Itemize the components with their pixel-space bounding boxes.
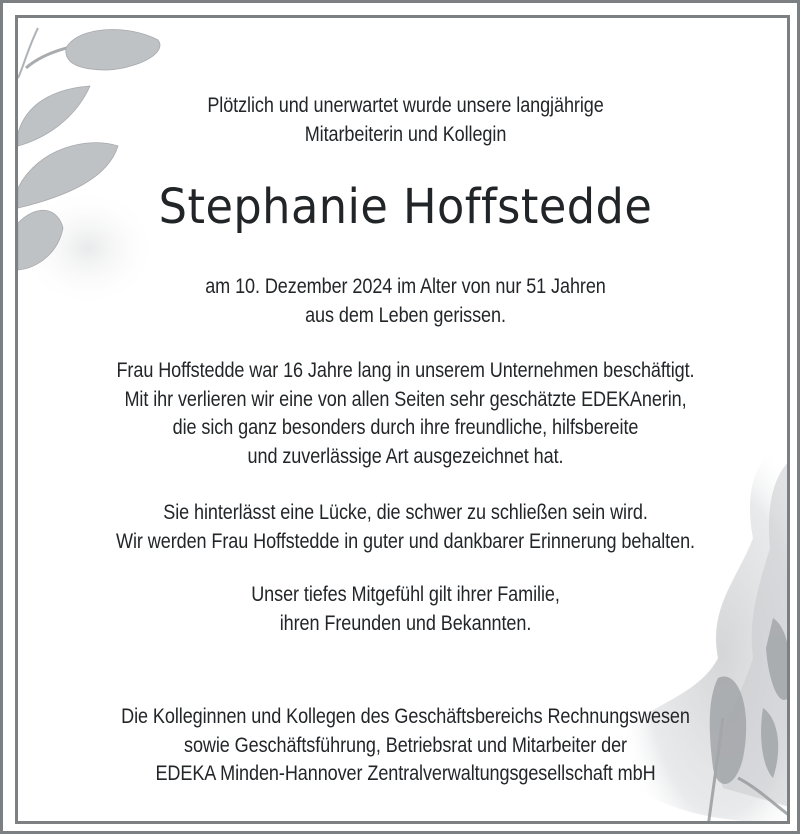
condolence-line: Unser tiefes Mitgefühl gilt ihrer Familie, xyxy=(251,583,560,606)
condolence-line: ihren Freunden und Bekannten. xyxy=(279,611,532,635)
tribute-paragraph xyxy=(72,357,739,471)
deceased-name: Stephanie Hoffstedde xyxy=(158,179,653,235)
signature-line: Die Kolleginnen und Kollegen des Geschäftsbereichs Rechnungswesen xyxy=(121,705,690,728)
intro-paragraph xyxy=(72,92,739,149)
tribute-line: die sich ganz besonders durch ihre freundliche, hilfsbereite xyxy=(172,416,639,439)
death-paragraph xyxy=(72,273,739,330)
signature-line: EDEKA Minden-Hannover Zentralverwaltungsgesellschaft mbH xyxy=(155,762,656,785)
tribute-line: Frau Hoffstedde war 16 Jahre lang in unserem Unternehmen beschäftigt. xyxy=(116,359,695,382)
death-line: am 10. Dezember 2024 im Alter von nur 51 Jahren xyxy=(205,275,606,298)
death-line: aus dem Leben gerissen. xyxy=(305,303,506,327)
intro-line: Mitarbeiterin und Kollegin xyxy=(304,122,507,146)
intro-line: Plötzlich und unerwartet wurde unsere langjährige xyxy=(207,94,604,117)
obituary-text xyxy=(18,18,790,824)
memory-paragraph xyxy=(72,499,739,556)
tribute-line: Mit ihr verlieren wir eine von allen Seiten sehr geschätzte EDEKAnerin, xyxy=(124,387,687,411)
memory-line: Wir werden Frau Hoffstedde in guter und dankbarer Erinnerung behalten. xyxy=(116,529,695,553)
obituary-card xyxy=(15,15,790,824)
tribute-line: und zuverlässige Art ausgezeichnet hat. xyxy=(247,444,564,468)
signature-paragraph xyxy=(72,703,739,789)
condolence-paragraph xyxy=(72,581,739,638)
memory-line: Sie hinterlässt eine Lücke, die schwer zu schließen sein wird. xyxy=(163,501,648,524)
signature-line: sowie Geschäftsführung, Betriebsrat und Mitarbeiter der xyxy=(184,733,627,757)
